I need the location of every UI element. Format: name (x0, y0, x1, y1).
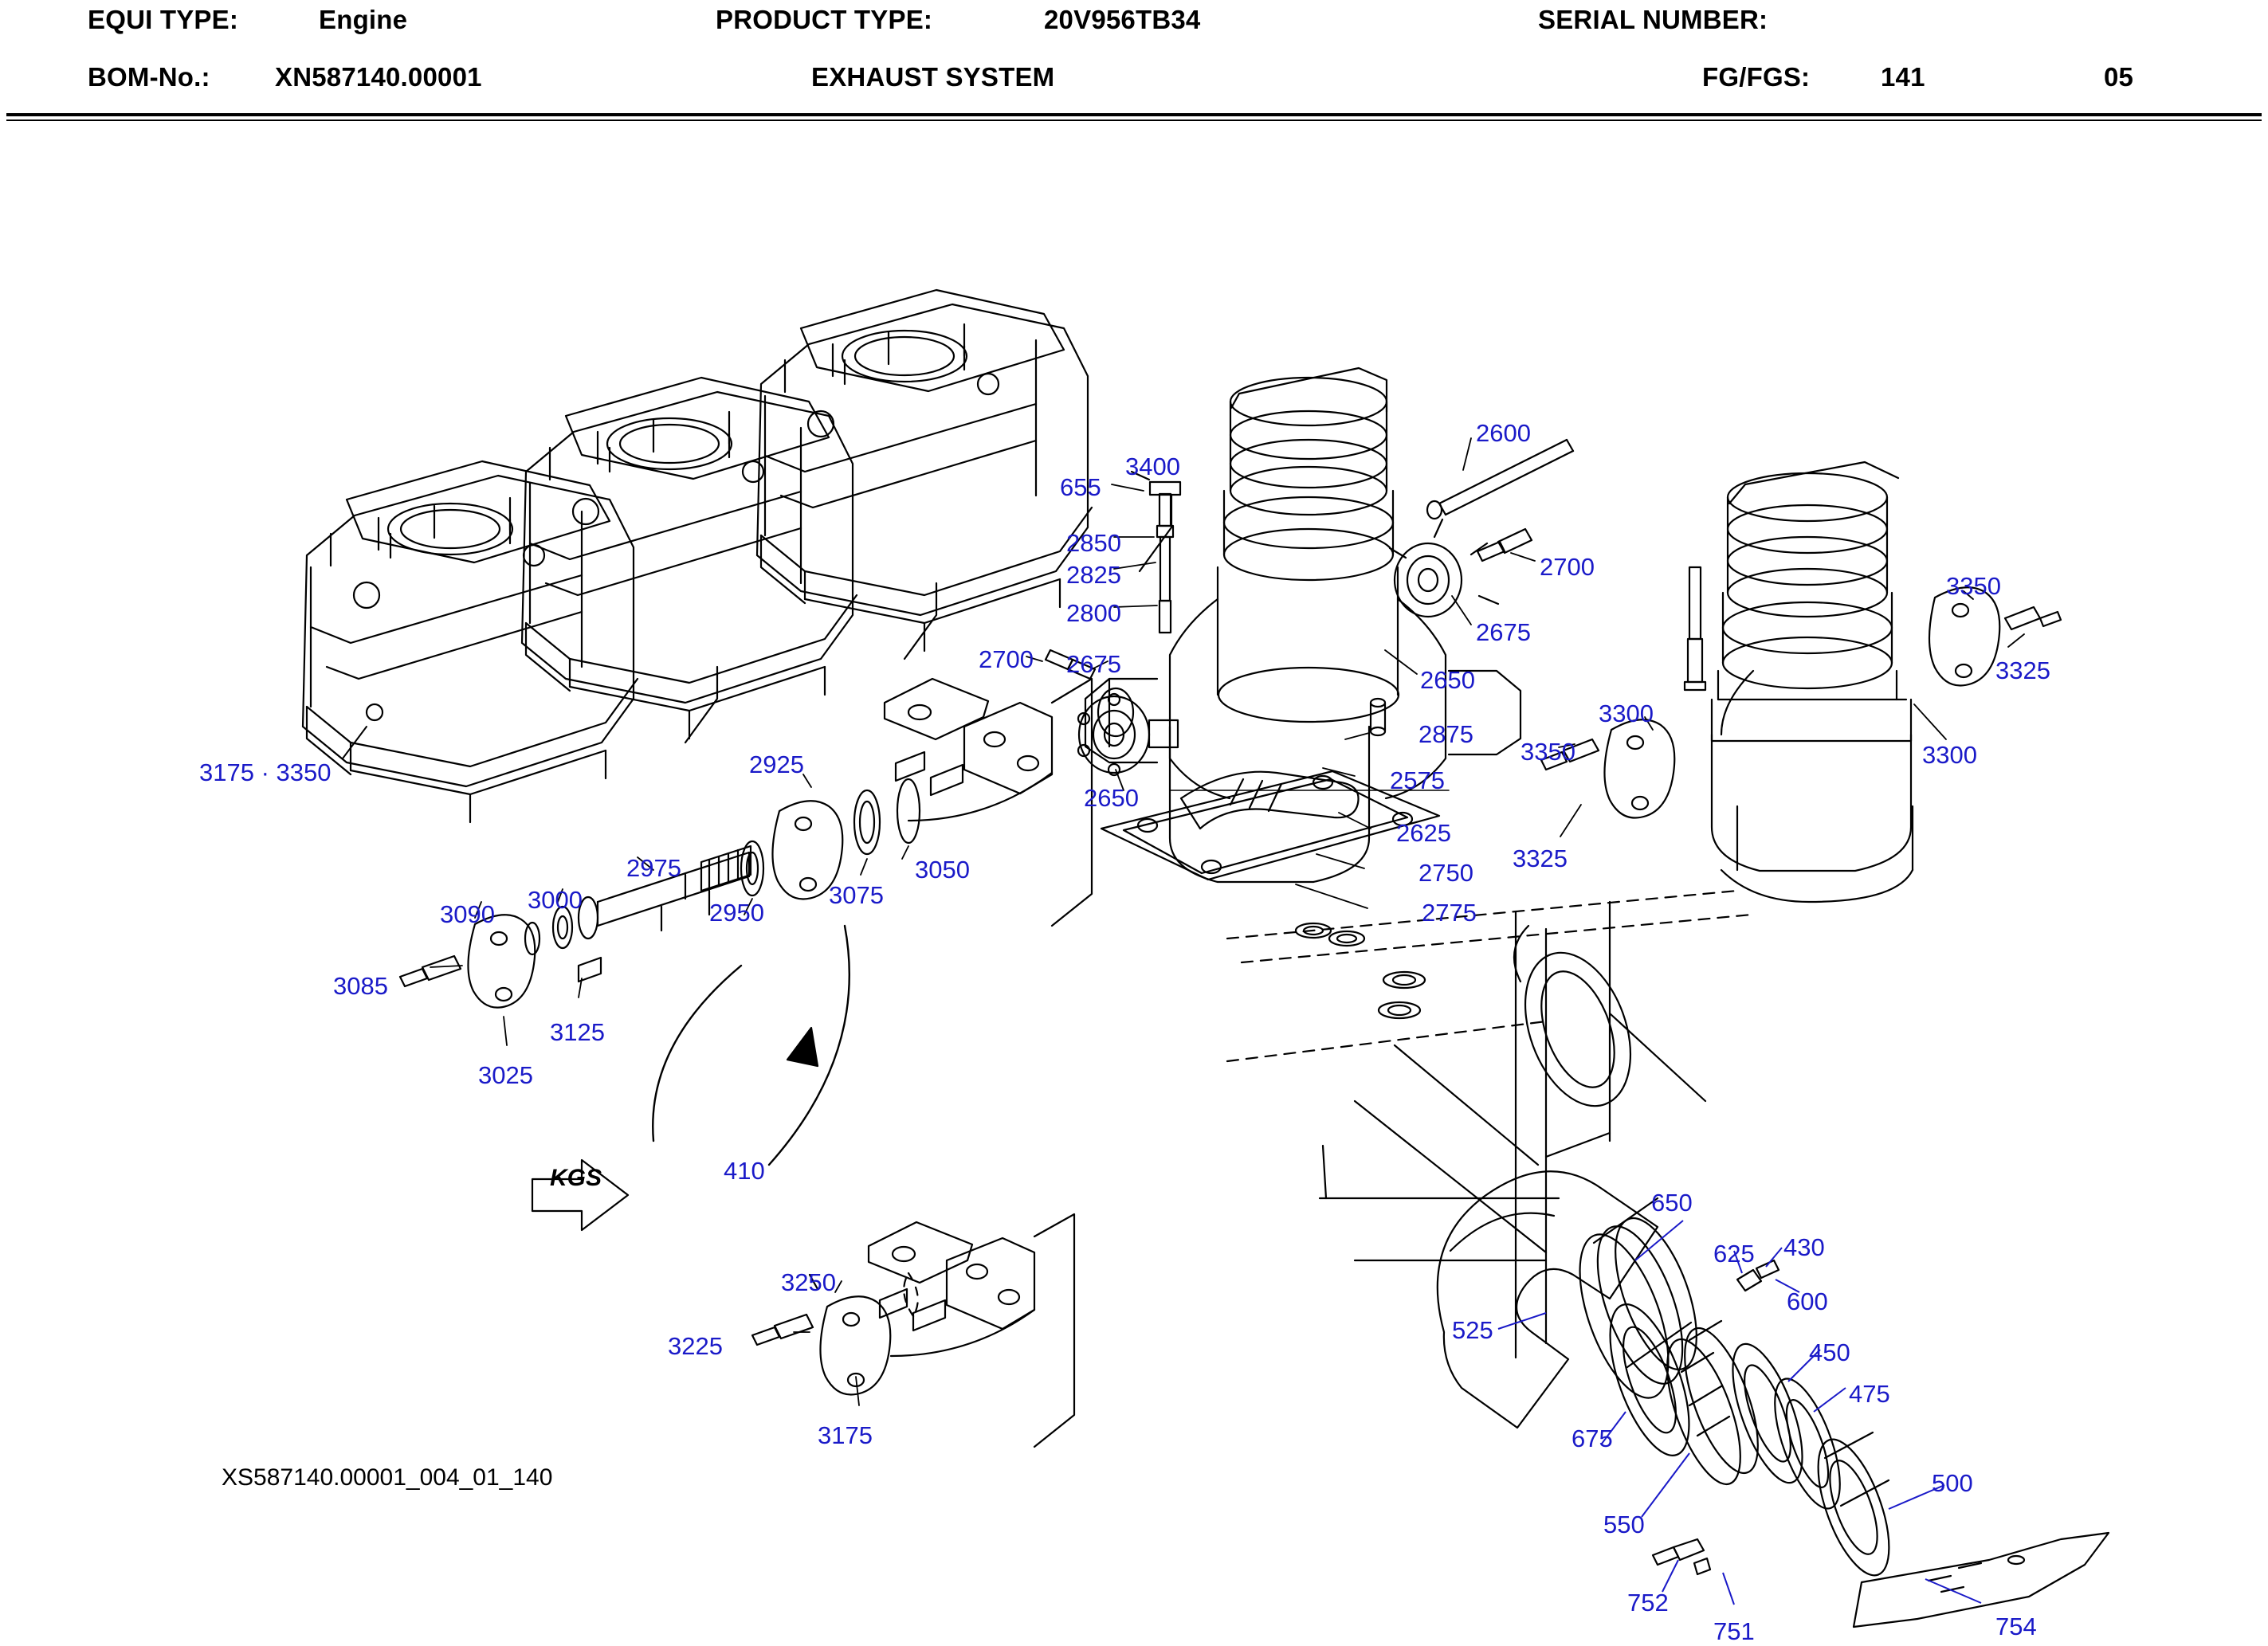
callout-2950: 2950 (709, 899, 764, 927)
callout-2575: 2575 (1390, 766, 1445, 794)
callout-2675-b: 2675 (1066, 650, 1121, 678)
cylinder-block-front (303, 461, 717, 822)
bolt-stack-left (1132, 472, 1180, 633)
callout-3085: 3085 (333, 972, 388, 1000)
callout-2800: 2800 (1066, 599, 1121, 627)
callout-550: 550 (1603, 1511, 1645, 1538)
callout-2825: 2825 (1066, 561, 1121, 589)
clamp-2625 (1181, 772, 1359, 829)
flange-plate-right-left (1541, 719, 1674, 817)
fg-fgs-label: FG/FGS: (1702, 62, 1811, 92)
callout-675: 675 (1572, 1425, 1613, 1452)
callout-3090: 3090 (440, 900, 495, 928)
serial-number-label: SERIAL NUMBER: (1538, 5, 1768, 34)
callout-3175-3350: 3175 · 3350 (199, 758, 332, 786)
callout-2625: 2625 (1396, 819, 1451, 847)
section-arrow-410 (653, 926, 850, 1165)
bracket-group-lower (752, 1214, 1074, 1447)
callout-3125: 3125 (550, 1018, 605, 1046)
callout-3025: 3025 (478, 1061, 533, 1089)
callout-2875: 2875 (1418, 720, 1473, 748)
callout-2700-b: 2700 (979, 645, 1034, 673)
product-type-value: 20V956TB34 (1044, 5, 1201, 34)
pin-assembly (1685, 567, 1705, 690)
callout-754: 754 (1995, 1613, 2037, 1640)
exploded-diagram (0, 121, 2268, 1645)
bolt-751-752 (1653, 1539, 1710, 1574)
cylinder-block-middle (522, 378, 936, 739)
equi-type-value: Engine (319, 5, 408, 34)
callout-3175: 3175 (818, 1421, 873, 1449)
callout-2975: 2975 (626, 854, 681, 882)
callout-500: 500 (1932, 1469, 1973, 1497)
duct-ring-650 (1562, 1198, 1713, 1409)
bracket-754 (1854, 1533, 2109, 1627)
callout-525: 525 (1452, 1316, 1493, 1344)
fg-fgs-value: 141 (1881, 62, 1925, 92)
exhaust-bellows-right (1712, 462, 1913, 902)
product-type-label: PRODUCT TYPE: (716, 5, 933, 34)
gasket-2750 (1101, 771, 1439, 880)
bom-number-value: XN587140.00001 (275, 62, 482, 92)
callout-2600: 2600 (1476, 419, 1531, 447)
callout-430: 430 (1783, 1233, 1825, 1261)
end-cap-500 (1803, 1431, 1903, 1584)
callout-2650-a: 2650 (1420, 666, 1475, 694)
callout-2925: 2925 (749, 750, 804, 778)
callout-2700-a: 2700 (1540, 553, 1595, 581)
callout-625: 625 (1713, 1240, 1755, 1268)
callout-2675-a: 2675 (1476, 618, 1531, 646)
callout-3000: 3000 (528, 886, 583, 914)
callout-751: 751 (1713, 1617, 1755, 1645)
filter-element-550 (1652, 1319, 1773, 1493)
page-number: 05 (2104, 62, 2134, 92)
callout-655: 655 (1060, 473, 1101, 501)
drawing-code: XS587140.00001_004_01_140 (222, 1464, 553, 1491)
rod-2600 (1427, 440, 1573, 519)
callout-410: 410 (724, 1157, 765, 1185)
page-header (0, 0, 2268, 120)
callout-3400: 3400 (1125, 453, 1180, 480)
callout-475: 475 (1849, 1380, 1890, 1408)
system-title: EXHAUST SYSTEM (811, 62, 1055, 92)
cylinder-block-rear (757, 290, 1171, 651)
washer-set (1296, 923, 1425, 1018)
callout-650: 650 (1651, 1189, 1693, 1217)
callout-3300-b: 3300 (1922, 741, 1977, 769)
callout-3350-top: 3350 (1946, 572, 2001, 600)
callout-3250: 3250 (781, 1268, 836, 1296)
callout-3300-a: 3300 (1599, 700, 1654, 727)
callout-2750: 2750 (1418, 859, 1473, 887)
callout-3225: 3225 (668, 1332, 723, 1360)
equi-type-label: EQUI TYPE: (88, 5, 239, 34)
turbocharger-housing (1085, 368, 1521, 882)
callout-3325-top: 3325 (1995, 656, 2050, 684)
callout-600: 600 (1787, 1287, 1828, 1315)
bracket-plate-upper (885, 679, 1092, 926)
frame-structure (1227, 891, 1752, 1358)
kgs-label: KGS (550, 1165, 602, 1191)
header-divider (6, 113, 2262, 116)
callout-450: 450 (1809, 1338, 1850, 1366)
bom-number-label: BOM-No.: (88, 62, 210, 92)
callout-2775: 2775 (1422, 899, 1477, 927)
callout-752: 752 (1627, 1589, 1669, 1617)
callout-3325-b: 3325 (1513, 845, 1568, 872)
callout-3050: 3050 (915, 856, 970, 884)
callout-3350-b: 3350 (1521, 738, 1575, 766)
callout-2650-b: 2650 (1084, 784, 1139, 812)
callout-2850: 2850 (1066, 529, 1121, 557)
callout-3075: 3075 (829, 881, 884, 909)
